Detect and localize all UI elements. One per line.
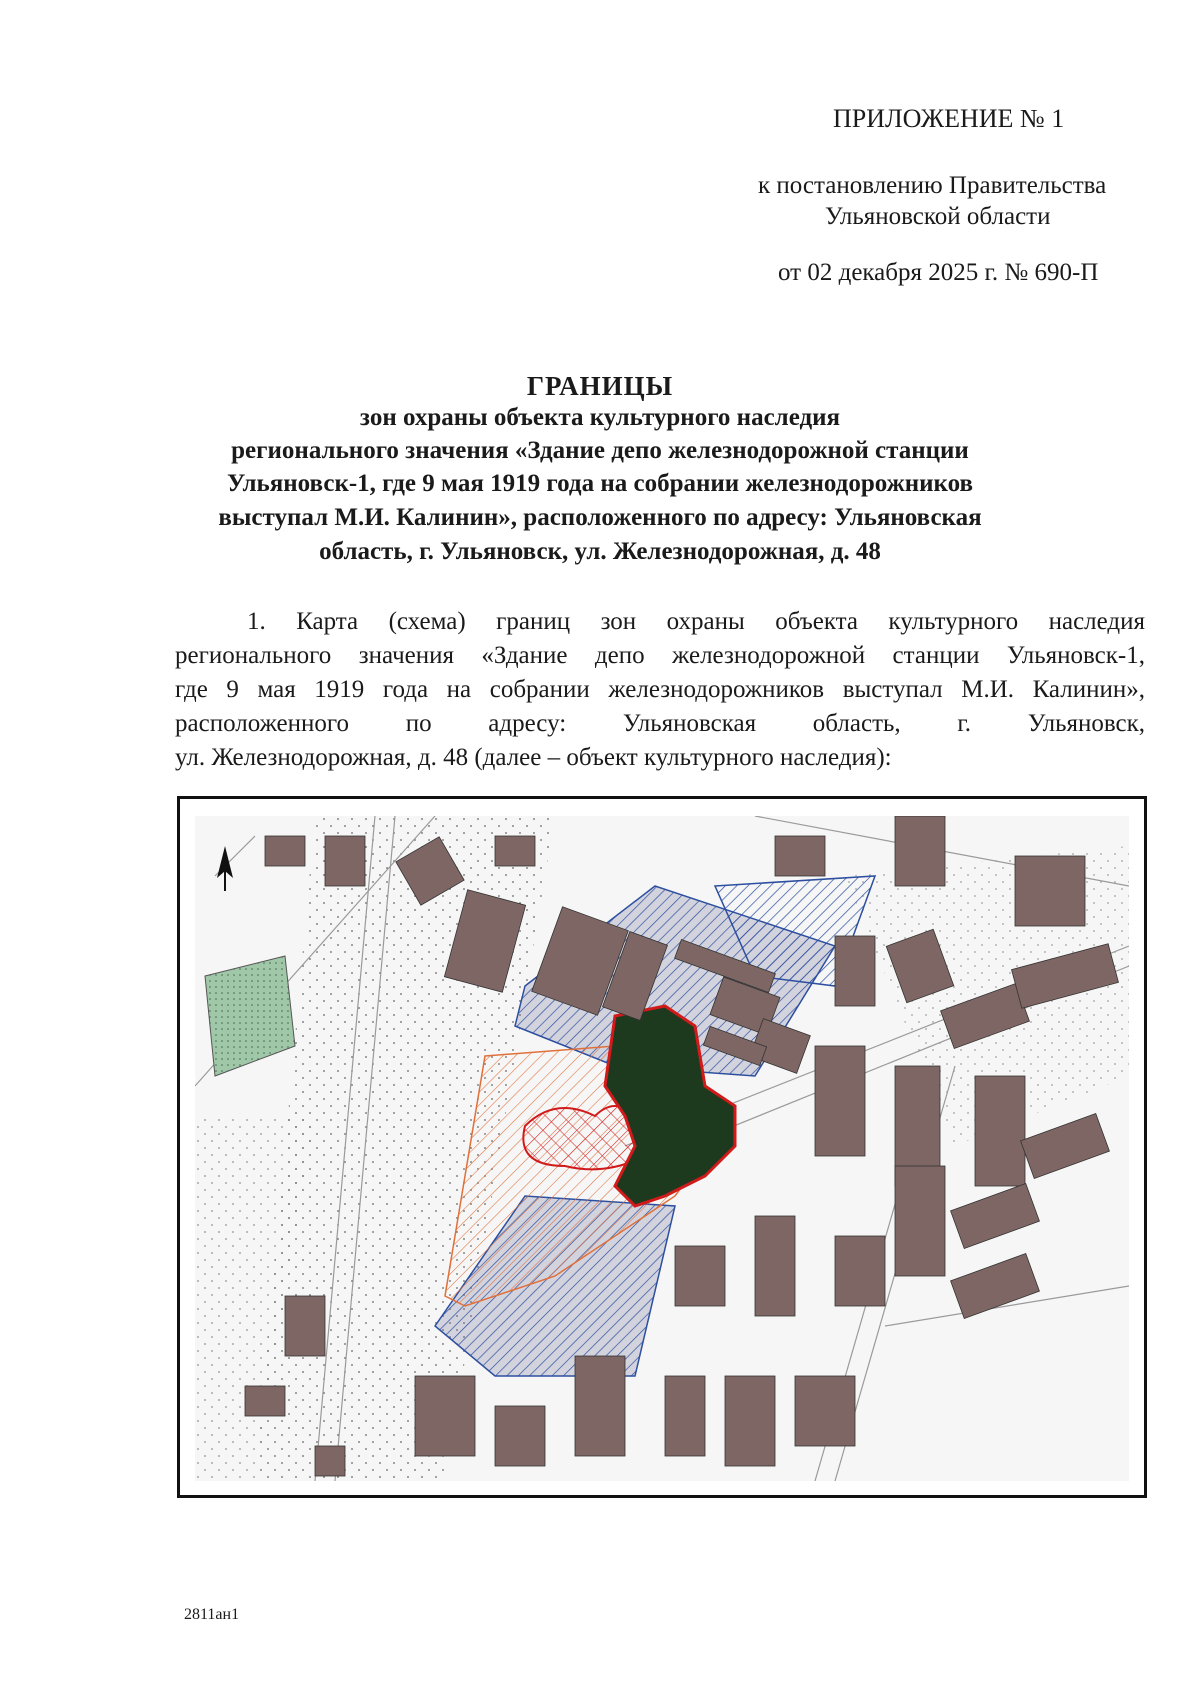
document-subtitle-line-3: Ульяновск-1, где 9 мая 1919 года на собрании железнодорожников xyxy=(226,470,974,497)
paragraph-line-3: где 9 мая 1919 года на собрании железнодорожников выступал М.И. Калинин», xyxy=(175,676,1145,703)
document-subtitle-line-1: зон охраны объекта культурного наследия xyxy=(359,404,841,431)
region-name: Ульяновской области xyxy=(825,203,1051,230)
document-code: 2811ан1 xyxy=(184,1606,240,1623)
paragraph-line-5: ул. Железнодорожная, д. 48 (далее – объект культурного наследия): xyxy=(175,744,892,771)
boundary-map-drawing xyxy=(195,816,1129,1481)
paragraph-line-2: регионального значения «Здание депо железнодорожной станции Ульяновск-1, xyxy=(175,642,1145,669)
boundary-map xyxy=(177,796,1147,1498)
appendix-number: ПРИЛОЖЕНИЕ № 1 xyxy=(833,104,1065,133)
document-subtitle-line-2: регионального значения «Здание депо железнодорожной станции xyxy=(231,437,969,464)
document-title: ГРАНИЦЫ xyxy=(526,371,674,401)
document-subtitle-line-4: выступал М.И. Калинин», расположенного по адресу: Ульяновская xyxy=(218,504,982,531)
paragraph-line-1: 1. Карта (схема) границ зон охраны объекта культурного наследия xyxy=(247,608,1145,635)
paragraph-line-4: расположенного по адресу: Ульяновская область, г. Ульяновск, xyxy=(175,710,1145,737)
document-subtitle-line-5: область, г. Ульяновск, ул. Железнодорожная, д. 48 xyxy=(319,538,881,565)
resolution-date-number: от 02 декабря 2025 г. № 690-П xyxy=(778,259,1099,286)
resolution-reference: к постановлению Правительства xyxy=(758,172,1107,199)
